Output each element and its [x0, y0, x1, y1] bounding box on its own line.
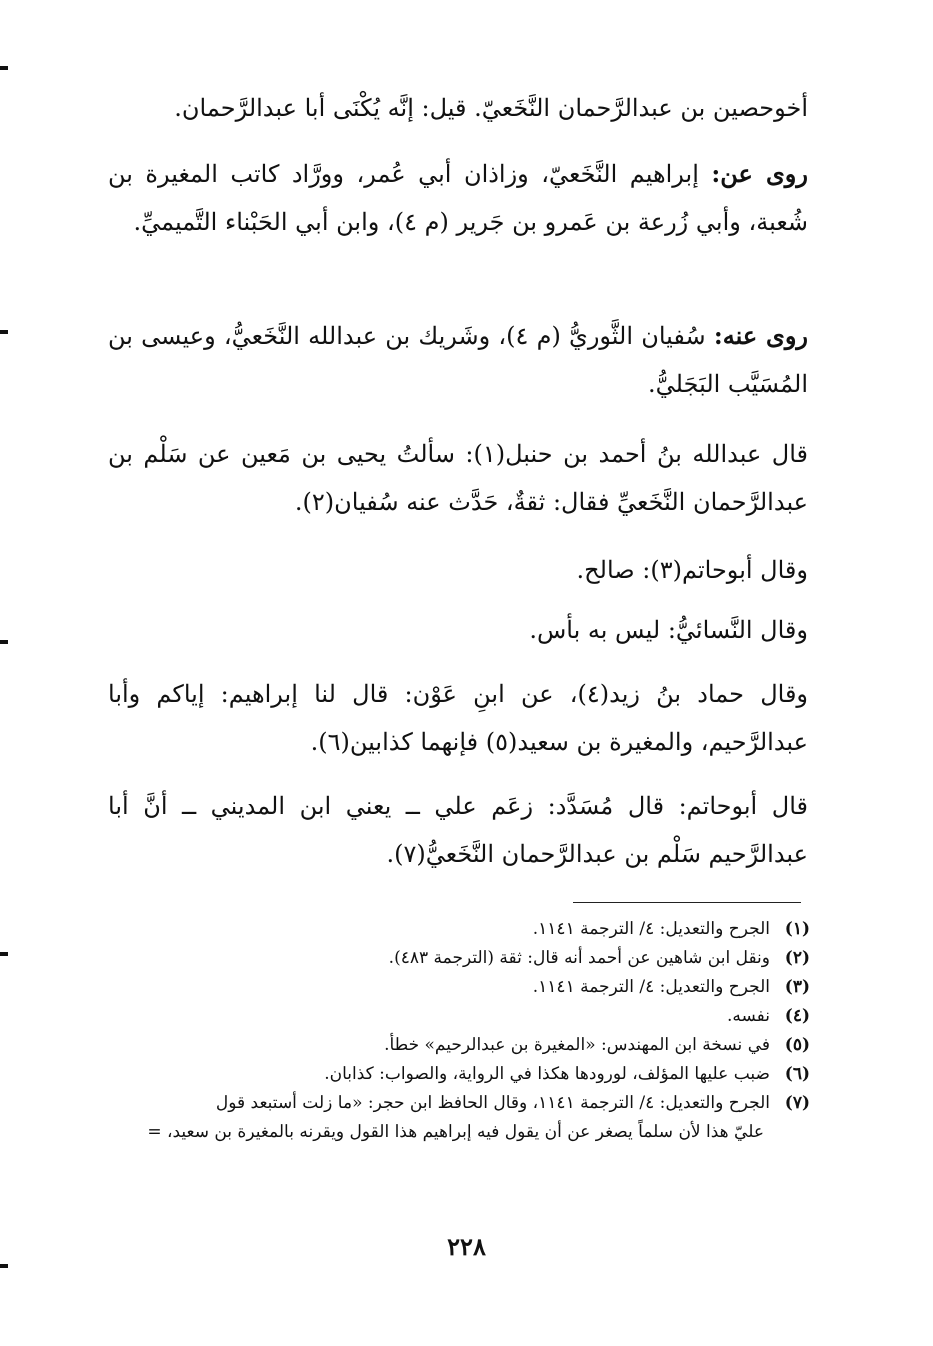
footnote-number: (٥) [784, 1035, 810, 1055]
footnote-text: نفسه. [726, 1006, 770, 1026]
footnote-number: (٣) [784, 977, 810, 997]
paragraph-text: قال أبوحاتم: قال مُسَدَّد: زعَم علي ــ يعني ابن المديني ــ أنَّ أبا عبدالرَّحيم سَلْم بن عبدالرَّحمان النَّخَعيُّ(٧). [108, 792, 808, 868]
footnote-number: (٤) [784, 1006, 810, 1026]
footnote [100, 915, 810, 944]
label-narrated-by: روى عنه: [713, 321, 809, 350]
paragraph-hammad [108, 670, 808, 766]
footnote-text: ونقل ابن شاهين عن أحمد أنه قال: ثقة (الترجمة ٤٨٣). [388, 948, 770, 968]
footnote-number: (٦) [784, 1064, 810, 1084]
paragraph-musaddad [108, 782, 808, 878]
paragraph-text: قال عبدالله بنُ أحمد بن حنبل(١): سألتُ يحيى بن مَعين عن سَلْم بن عبدالرَّحمان النَّخَعيِّ فقال: ثقةٌ، حَدَّث عنه سُفيان(٢). [108, 440, 808, 516]
footnote [100, 1060, 810, 1089]
paragraph-name [108, 84, 808, 132]
paragraph-nasai [108, 606, 808, 654]
footnote-text: ضبب عليها المؤلف، لورودها هكذا في الرواية، والصواب: كذابان. [324, 1064, 770, 1084]
footnote [100, 1002, 810, 1031]
footnote-text: في نسخة ابن المهندس: «المغيرة بن عبدالرحيم» خطأ. [384, 1035, 770, 1055]
paragraph-narrated-by [108, 312, 808, 408]
paragraph-narrated-from [108, 150, 808, 246]
footnote-number: (٢) [784, 948, 810, 968]
footnotes [100, 915, 810, 1147]
paragraph-ibn-hanbal [108, 430, 808, 526]
footnote [100, 1089, 810, 1118]
footnote-continuation: عليّ هذا لأن سلماً يصغر عن أن يقول فيه إبراهيم هذا القول ويقرنه بالمغيرة بن سعيد، = [147, 1122, 764, 1142]
binding-mark [0, 1264, 8, 1268]
footnote [100, 973, 810, 1002]
paragraph-abu-hatim [108, 546, 808, 594]
footnote [100, 944, 810, 973]
footnote-number: (٧) [784, 1093, 810, 1113]
paragraph-text: سُفيان الثَّوريُّ (م ٤)، وشَريك بن عبدالله النَّخَعيُّ، وعيسى بن المُسَيَّب البَجَليُّ. [108, 322, 808, 398]
binding-mark [0, 66, 8, 70]
footnote-divider [573, 902, 801, 903]
paragraph-text: إبراهيم النَّخَعيّ، وزاذان أبي عُمر، وورَّاد كاتب المغيرة بن شُعبة، وأبي زُرعة بن عَمرو بن جَرير (م ٤)، وابن أبي الحَبْناء التَّميميِّ. [108, 160, 808, 236]
binding-mark [0, 330, 8, 334]
footnote-number: (١) [784, 919, 810, 939]
footnote [100, 1031, 810, 1060]
paragraph-text: أخوحصين بن عبدالرَّحمان النَّخَعيّ. قيل: إنَّه يُكْنَى أبا عبدالرَّحمان. [174, 94, 808, 122]
footnote-text: الجرح والتعديل: ٤/ الترجمة ١١٤١. [532, 919, 770, 939]
footnote-text: الجرح والتعديل: ٤/ الترجمة ١١٤١، وقال الحافظ ابن حجر: «ما زلت أستبعد قول [215, 1093, 770, 1113]
page-number: ٢٢٨ [447, 1232, 486, 1261]
paragraph-text: وقال أبوحاتم(٣): صالح. [576, 556, 808, 584]
label-narrated-from: روى عن: [711, 159, 808, 188]
paragraph-text: وقال النَّسائيُّ: ليس به بأس. [529, 616, 808, 644]
binding-mark [0, 640, 8, 644]
binding-mark [0, 952, 8, 956]
paragraph-text: وقال حماد بنُ زيد(٤)، عن ابنِ عَوْن: قال لنا إبراهيم: إياكم وأبا عبدالرَّحيم، والمغيرة بن سعيد(٥) فإنهما كذابين(٦). [108, 680, 809, 756]
footnote-text: الجرح والتعديل: ٤/ الترجمة ١١٤١. [532, 977, 770, 997]
